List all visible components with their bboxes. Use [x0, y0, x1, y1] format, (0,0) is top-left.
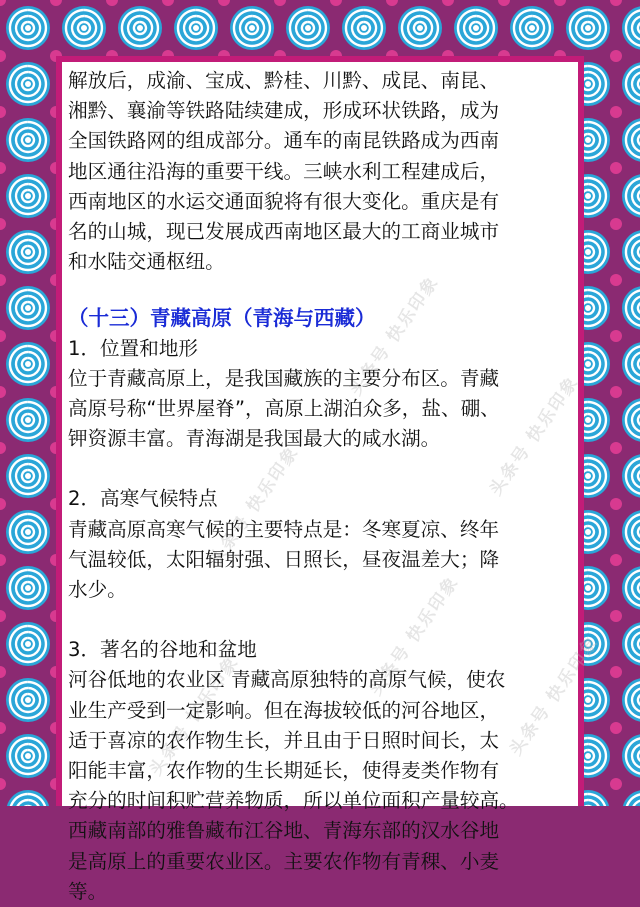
text-line: 河谷低地的农业区 青藏高原独特的高原气候，使农: [68, 668, 506, 692]
subsection-paragraph: [68, 515, 576, 606]
text-line: 青藏高原高寒气候的主要特点是：冬寒夏凉、终年: [68, 517, 500, 541]
text-line: 高原号称“世界屋脊”，高原上湖泊众多，盐、硼、: [68, 397, 500, 421]
text-line: 湘黔、襄渝等铁路陆续建成，形成环状铁路，成为: [68, 99, 500, 123]
text-line: 是高原上的重要农业区。主要农作物有青稞、小麦: [68, 849, 500, 873]
intro-paragraph: [68, 66, 576, 277]
text-line: 充分的时间积贮营养物质，所以单位面积产量较高。: [68, 789, 519, 813]
watermark: 头条号 快乐印象: [205, 442, 304, 570]
spacer: [68, 277, 576, 303]
subsection-heading: 3．著名的谷地和盆地: [68, 638, 257, 662]
subsection-heading: 2．高寒气候特点: [68, 487, 218, 511]
document-page: [62, 62, 604, 903]
watermark: 头条号 快乐印象: [485, 372, 584, 500]
text-line: 气温较低，太阳辐射强、日照长，昼夜温差大；降: [68, 547, 500, 571]
subsection-paragraph: [68, 665, 576, 907]
text-line: 和水陆交通枢纽。: [68, 250, 225, 274]
section-title: （十三）青藏高原（青海与西藏）: [68, 306, 376, 331]
text-line: 钾资源丰富。青海湖是我国最大的咸水湖。: [68, 427, 441, 451]
text-line: 西南地区的水运交通面貌将有很大变化。重庆是有: [68, 189, 500, 213]
text-line: 地区通往沿海的重要干线。三峡水利工程建成后，: [68, 159, 500, 183]
document-body: [68, 66, 576, 907]
text-line: 业生产受到一定影响。但在海拔较低的河谷地区，: [68, 698, 500, 722]
text-line: 全国铁路网的组成部分。通车的南昆铁路成为西南: [68, 129, 500, 153]
text-line: 解放后，成渝、宝成、黔桂、川黔、成昆、南昆、: [68, 69, 500, 92]
watermark: 头条号 快乐印象: [505, 632, 604, 760]
text-line: 名的山城，现已发展成西南地区最大的工商业城市: [68, 220, 500, 244]
watermark: 头条号 快乐印象: [145, 652, 244, 780]
text-line: 阳能丰富，农作物的生长期延长，使得麦类作物有: [68, 759, 500, 783]
text-line: 西藏南部的雅鲁藏布江谷地、青海东部的汉水谷地: [68, 819, 500, 843]
watermark: 头条号 快乐印象: [345, 272, 444, 400]
text-line: 水少。: [68, 578, 127, 602]
subsection-paragraph: [68, 364, 576, 455]
spacer: [68, 605, 576, 635]
watermark: 头条号 快乐印象: [365, 572, 464, 700]
text-line: 适于喜凉的农作物生长，并且由于日照时间长，太: [68, 728, 500, 752]
spacer: [68, 454, 576, 484]
subsection-heading: 1．位置和地形: [68, 336, 199, 360]
text-line: 位于青藏高原上，是我国藏族的主要分布区。青藏: [68, 366, 500, 390]
text-line: 等。: [68, 879, 108, 903]
